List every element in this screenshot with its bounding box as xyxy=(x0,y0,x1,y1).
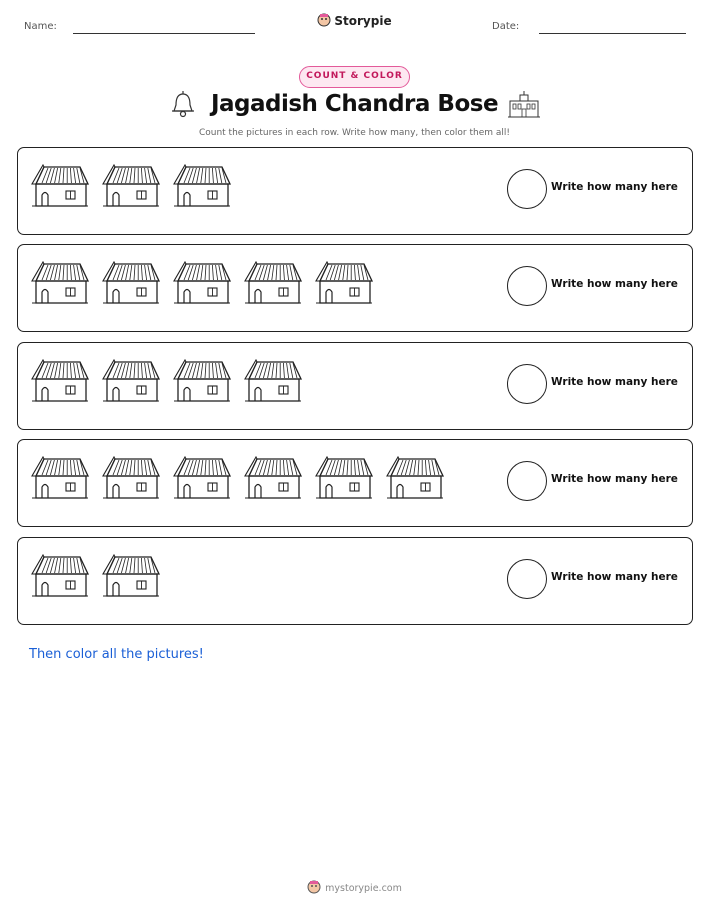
house-icon xyxy=(30,261,90,305)
house-icon xyxy=(101,456,161,500)
answer-prompt: Write how many here xyxy=(551,473,678,485)
title-row xyxy=(0,89,709,123)
site-url: mystorypie.com xyxy=(325,883,402,894)
count-row-1 xyxy=(17,147,693,235)
site-footer xyxy=(0,880,709,897)
name-label: Name: xyxy=(24,21,57,32)
storypie-logo-icon xyxy=(307,880,321,897)
house-icon xyxy=(314,456,374,500)
house-icon xyxy=(30,456,90,500)
count-row-2 xyxy=(17,244,693,332)
house-icon xyxy=(101,554,161,598)
answer-prompt: Write how many here xyxy=(551,181,678,193)
house-icon xyxy=(101,261,161,305)
name-line[interactable] xyxy=(73,33,255,34)
color-instruction: Then color all the pictures! xyxy=(29,647,204,662)
house-icon xyxy=(314,261,374,305)
house-icon xyxy=(172,456,232,500)
house-icon xyxy=(172,164,232,208)
count-row-4 xyxy=(17,439,693,527)
date-line[interactable] xyxy=(539,33,686,34)
count-row-5 xyxy=(17,537,693,625)
answer-prompt: Write how many here xyxy=(551,278,678,290)
house-icon xyxy=(243,456,303,500)
answer-circle[interactable] xyxy=(507,266,547,306)
house-icon xyxy=(30,164,90,208)
answer-prompt: Write how many here xyxy=(551,571,678,583)
house-icon xyxy=(101,164,161,208)
house-icon xyxy=(172,261,232,305)
house-icon xyxy=(101,359,161,403)
instructions: Count the pictures in each row. Write how many, then color them all! xyxy=(198,128,511,138)
house-icon xyxy=(243,261,303,305)
house-icon xyxy=(30,554,90,598)
date-label: Date: xyxy=(492,21,520,32)
house-icon xyxy=(172,359,232,403)
answer-circle[interactable] xyxy=(507,559,547,599)
count-row-3 xyxy=(17,342,693,430)
answer-prompt: Write how many here xyxy=(551,376,678,388)
page-title: Jagadish Chandra Bose xyxy=(210,91,499,117)
house-icon xyxy=(243,359,303,403)
answer-circle[interactable] xyxy=(507,169,547,209)
answer-circle[interactable] xyxy=(507,461,547,501)
house-icon xyxy=(30,359,90,403)
brand-name: Storypie xyxy=(334,14,392,28)
house-icon xyxy=(385,456,445,500)
storypie-logo-icon xyxy=(317,13,331,30)
brand xyxy=(0,13,709,30)
answer-circle[interactable] xyxy=(507,364,547,404)
building-icon xyxy=(508,91,540,123)
activity-badge: COUNT & COLOR xyxy=(299,66,410,88)
